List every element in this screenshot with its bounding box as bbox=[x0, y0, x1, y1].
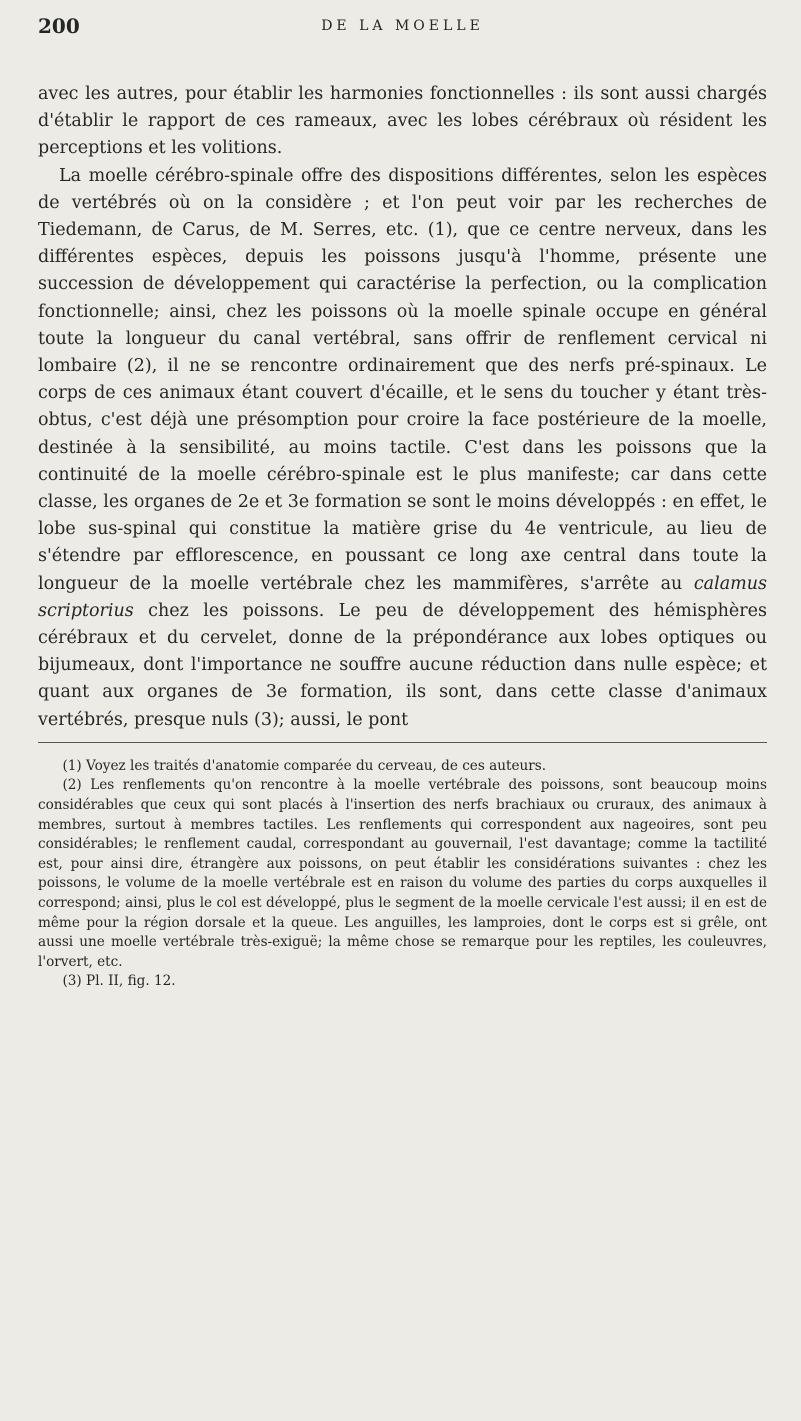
paragraph-2 bbox=[38, 163, 767, 734]
footnote-1: (1) Voyez les traités d'anatomie comparée du cerveau, de ces auteurs. bbox=[62, 757, 547, 774]
book-page bbox=[0, 6, 801, 1421]
paragraph-2-text: La moelle cérébro-spinale offre des dispositions différentes, selon les espèces de vertébrés où on la considère ; et l'on peut voir par les recherches de Tiedemann, de Carus, de M. Serres, etc. (1), que ce centre nerveux, dans les différentes espèces, depuis les poissons jusqu'à l'homme, présente une succession de développement qui caractérise la perfection, ou la complication fonctionnelle; ainsi, chez les poissons où la moelle spinale occupe en général toute la longueur du canal vertébral, sans offrir de renflement cervical ni lombaire (2), il ne se rencontre ordinairement que des nerfs pré-spinaux. Le corps de ces animaux étant couvert d'écaille, et le sens du toucher y étant très-obtus, c'est déjà une présomption pour croire la face postérieure de la moelle, destinée à la sensibilité, au moins tactile. C'est dans les poissons que la continuité de la moelle cérébro-spinale est le plus manifeste; car dans cette classe, les organes de 2e et 3e formation se sont le moins développés : en effet, le lobe sus-spinal qui constitue la matière grise du 4e ventricule, au lieu de s'étendre par efflorescence, en poussant ce long axe central dans toute la longueur de la moelle vertébrale chez les mammifères, s'arrête au bbox=[38, 165, 767, 594]
paragraph-1: avec les autres, pour établir les harmonies fonctionnelles : ils sont aussi chargés d'établir le rapport de ces rameaux, avec les lobes cérébraux où résident les perceptions et les volitions. bbox=[38, 84, 767, 159]
footnote-divider bbox=[38, 742, 767, 743]
running-head bbox=[38, 6, 767, 46]
main-text bbox=[38, 81, 767, 734]
page-number: 200 bbox=[38, 14, 80, 38]
italic-term: calamus scriptorius bbox=[38, 573, 767, 621]
footnote-3: (3) Pl. II, fig. 12. bbox=[62, 973, 176, 990]
running-title: DE LA MOELLE bbox=[321, 18, 484, 34]
footnotes bbox=[38, 757, 767, 992]
paragraph-2-continuation: chez les poissons. Le peu de développement des hémisphères cérébraux et du cervelet, donne de la prépondérance aux lobes optiques ou bijumeaux, dont l'importance ne souffre aucune réduction dans nulle espèce; et quant aux organes de 3e formation, ils sont, dans cette classe d'animaux vertébrés, presque nuls (3); aussi, le pont bbox=[38, 600, 767, 730]
footnote-2: (2) Les renflements qu'on rencontre à la moelle vertébrale des poissons, sont beaucoup moins considérables que ceux qui sont placés à l'insertion des nerfs brachiaux ou cruraux, des animaux à membres, surtout à membres tactiles. Les renflements qui correspondent aux nageoires, sont peu considérables; le renflement caudal, correspondant au gouvernail, l'est davantage; comme la tactilité est, pour ainsi dire, étrangère aux poissons, on peut établir les considérations suivantes : chez les poissons, le volume de la moelle vertébrale est en raison du volume des parties du corps auxquelles il correspond; ainsi, plus le col est développé, plus le segment de la moelle cervicale l'est aussi; il en est de même pour la région dorsale et la queue. Les anguilles, les lamproies, dont le corps est si grêle, ont aussi une moelle vertébrale très-exiguë; la même chose se remarque pour les reptiles, les couleuvres, l'orvert, etc. bbox=[38, 777, 767, 970]
